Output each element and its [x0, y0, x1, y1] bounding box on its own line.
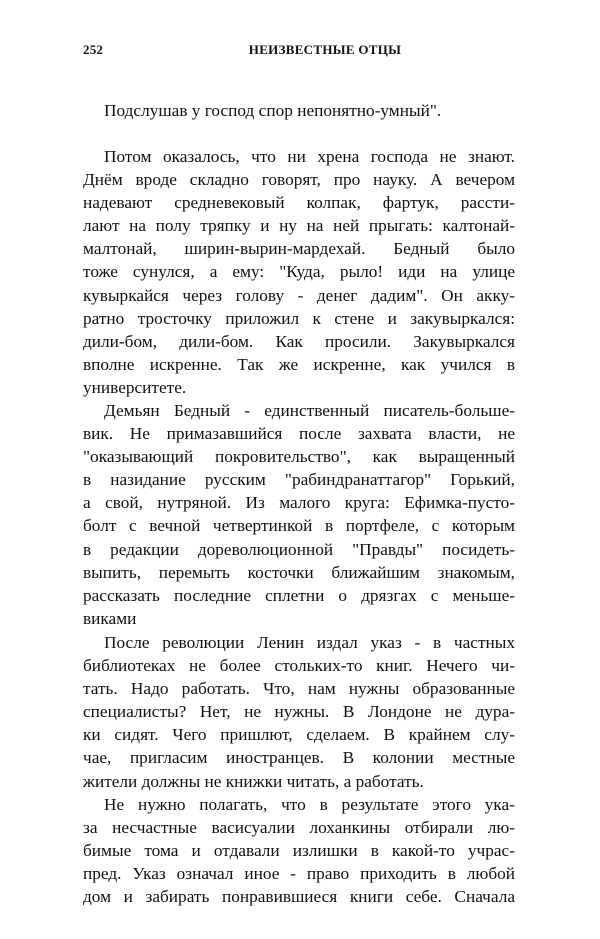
- text-line: специалисты? Нет, не нужны. В Лондоне не дура-: [83, 702, 515, 722]
- text-line: вик. Не примазавшийся после захвата власти, не: [83, 424, 515, 444]
- text-line: малтонай, ширин-вырин-мардехай. Бедный было: [83, 239, 515, 259]
- text-line: ратно тросточку приложил к стене и закувыркался:: [83, 308, 515, 328]
- text-line: Демьян Бедный - единственный писатель-большe-: [104, 401, 515, 420]
- text-line: После революции Ленин издал указ - в частных: [104, 633, 515, 652]
- text-line: бимые тома и отдавали излишки в какой-то учрас-: [83, 841, 515, 861]
- text-line: а свой, нутряной. Из малого круга: Ефимка-пусто-: [83, 493, 515, 513]
- text-line: надевают средневековый колпак, фартук, рассти-: [83, 193, 515, 213]
- text-line: лают на полу тряпку и ну на ней прыгать: калтонай-: [83, 216, 515, 236]
- text-line: университете.: [83, 377, 187, 397]
- text-line: "оказывающий покровительство", как выращенный: [83, 447, 515, 467]
- text-line: Не нужно полагать, что в результате этого ука-: [104, 795, 515, 814]
- text-line: Подслушав у господ спор непонятно-умный".: [104, 101, 442, 120]
- text-line: за несчастные васисуалии лоханкины отбирали лю-: [83, 818, 515, 838]
- text-line: пред. Указ означал иное - право приходить в любой: [83, 864, 515, 884]
- paragraph: [83, 399, 515, 630]
- text-line: Потом оказалось, что ни хрена господа не знают.: [104, 147, 515, 166]
- text-line: жители должны не книжки читать, а работать.: [83, 771, 424, 791]
- paragraph: [83, 99, 515, 122]
- text-line: ки сидят. Чего пришлют, сделаем. В крайнем слу-: [83, 725, 515, 745]
- text-line: кувыркайся через голову - денег дадим". Он акку-: [83, 285, 515, 305]
- text-line: болт с вечной четвертинкой в портфеле, с которым: [83, 516, 515, 536]
- page-number: 252: [83, 42, 104, 57]
- text-line: тать. Надо работать. Что, нам нужны образованные: [83, 679, 515, 699]
- paragraph: [83, 631, 515, 793]
- text-line: рассказать последние сплетни о дрязгах с меньше-: [83, 585, 515, 605]
- text-line: дили-бом, дили-бом. Как просили. Закувыркался: [83, 331, 515, 351]
- text-line: дом и забирать понравившиеся книги себе. Сначала: [83, 887, 515, 907]
- paragraph: [83, 793, 515, 908]
- text-line: библиотеках не более стольких-то книг. Нечего чи-: [83, 656, 515, 676]
- paragraph: [83, 145, 515, 399]
- text-line: в назидание русским "рабиндранаттагор" Горький,: [83, 470, 515, 490]
- text-line: вполне искренне. Так же искренне, как учился в: [83, 354, 515, 374]
- text-line: Днём вроде складно говорят, про науку. А вечером: [83, 170, 515, 190]
- text-line: виками: [83, 608, 137, 628]
- running-title: НЕИЗВЕСТНЫЕ ОТЦЫ: [248, 42, 402, 57]
- text-line: выпить, перемыть косточки ближайшим знакомым,: [83, 562, 515, 582]
- text-line: тоже сунулся, а ему: "Куда, рыло! иди на улице: [83, 262, 515, 282]
- text-line: в редакции дореволюционной "Правды" посидеть-: [83, 539, 515, 559]
- text-line: чае, пригласим иностранцев. В колонии местные: [83, 748, 515, 768]
